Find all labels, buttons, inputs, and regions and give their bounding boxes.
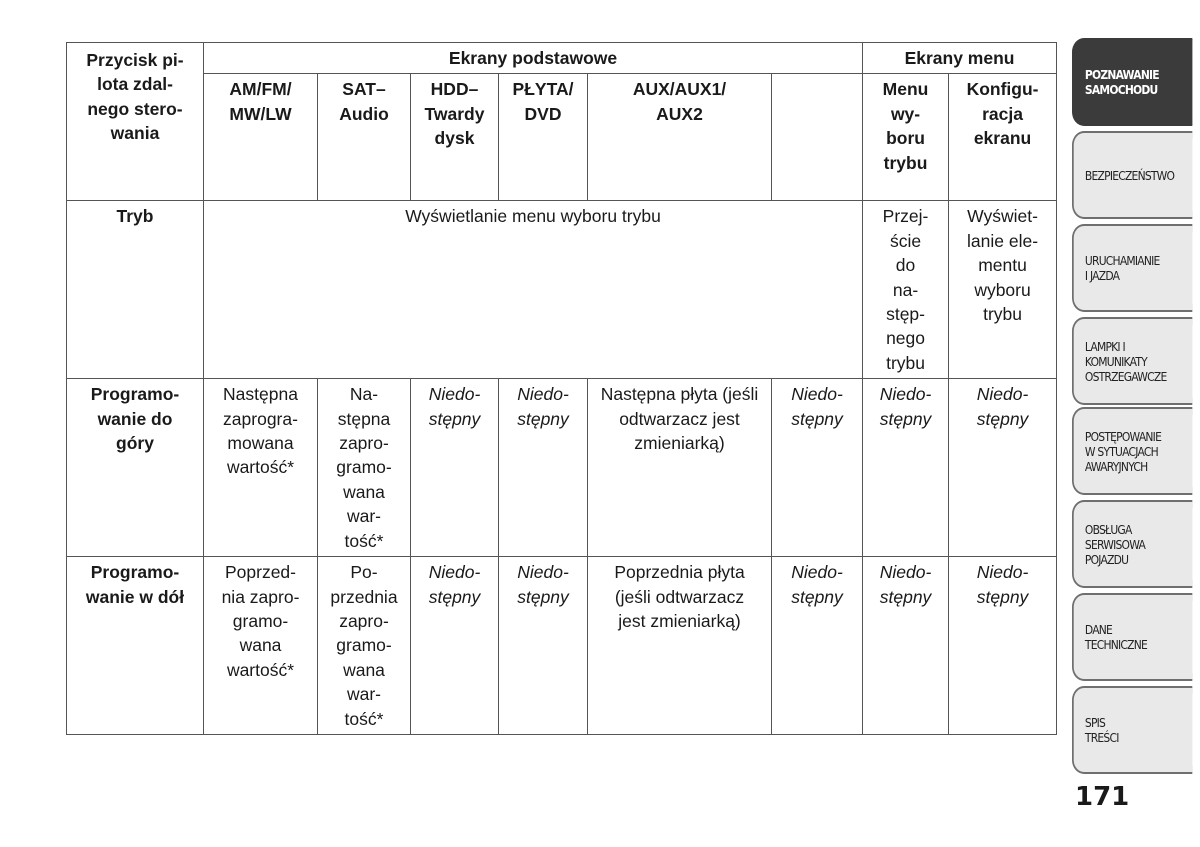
table-cell: Po- przednia zapro- gramo- wana war- tość* bbox=[318, 557, 411, 735]
tab-starting-driving[interactable]: URUCHAMIANIE I JAZDA bbox=[1072, 224, 1192, 312]
header-disc-dvd: PŁYTA/ DVD bbox=[499, 74, 588, 201]
header-empty bbox=[772, 74, 863, 201]
table-cell: Niedo- stępny bbox=[411, 557, 499, 735]
tab-getting-to-know[interactable]: POZNAWANIE SAMOCHODU bbox=[1072, 38, 1192, 126]
row-label-mode: Tryb bbox=[67, 201, 204, 379]
header-basic-screens: Ekrany podstawowe bbox=[204, 43, 863, 74]
table-cell: Niedo- stępny bbox=[411, 379, 499, 557]
table-cell: Niedo- stępny bbox=[499, 379, 588, 557]
row-label-program-up: Programo- wanie do góry bbox=[67, 379, 204, 557]
mode-basic-cell: Wyświetlanie menu wyboru trybu bbox=[204, 201, 863, 379]
table-cell: Niedo- stępny bbox=[949, 379, 1057, 557]
table-cell: Poprzednia płyta (jeśli odtwarzacz jest zmieniarką) bbox=[588, 557, 772, 735]
table-row bbox=[67, 379, 1057, 557]
tab-technical-data[interactable]: DANE TECHNICZNE bbox=[1072, 593, 1192, 681]
tab-safety[interactable]: BEZPIECZEŃSTWO bbox=[1072, 131, 1192, 219]
table-cell: Niedo- stępny bbox=[499, 557, 588, 735]
table-row bbox=[67, 201, 1057, 379]
header-menu-screens: Ekrany menu bbox=[863, 43, 1057, 74]
header-mode-menu: Menu wy- boru trybu bbox=[863, 74, 949, 201]
header-hdd: HDD– Twardy dysk bbox=[411, 74, 499, 201]
table-cell: Niedo- stępny bbox=[949, 557, 1057, 735]
header-screen-config: Konfigu- racja ekranu bbox=[949, 74, 1057, 201]
table-cell: Niedo- stępny bbox=[772, 379, 863, 557]
header-sat-audio: SAT– Audio bbox=[318, 74, 411, 201]
table-cell: Niedo- stępny bbox=[863, 379, 949, 557]
table-cell: Niedo- stępny bbox=[863, 557, 949, 735]
tab-contents[interactable]: SPIS TREŚCI bbox=[1072, 686, 1192, 774]
table-cell: Następna zaprogra- mowana wartość* bbox=[204, 379, 318, 557]
tab-maintenance[interactable]: OBSŁUGA SERWISOWA POJAZDU bbox=[1072, 500, 1192, 588]
tab-emergency[interactable]: POSTĘPOWANIE W SYTUACJACH AWARYJNYCH bbox=[1072, 407, 1192, 495]
table-cell: Na- stępna zapro- gramo- wana war- tość* bbox=[318, 379, 411, 557]
row-label-program-down: Programo- wanie w dół bbox=[67, 557, 204, 735]
table-cell: Niedo- stępny bbox=[772, 557, 863, 735]
header-row-groups bbox=[67, 43, 1057, 74]
tab-warning-lights[interactable]: LAMPKI I KOMUNIKATY OSTRZEGAWCZE bbox=[1072, 317, 1192, 405]
header-row-columns bbox=[67, 74, 1057, 201]
page-number: 171 bbox=[1075, 782, 1130, 812]
mode-config-cell: Wyświet- lanie ele- mentu wyboru trybu bbox=[949, 201, 1057, 379]
header-aux: AUX/AUX1/ AUX2 bbox=[588, 74, 772, 201]
table-row bbox=[67, 557, 1057, 735]
remote-control-table bbox=[66, 42, 1057, 735]
table-cell: Poprzed- nia zapro- gramo- wana wartość* bbox=[204, 557, 318, 735]
header-am-fm: AM/FM/ MW/LW bbox=[204, 74, 318, 201]
table-cell: Następna płyta (jeśli odtwarzacz jest zmieniarką) bbox=[588, 379, 772, 557]
header-remote-button: Przycisk pi- lota zdal- nego stero- wania bbox=[67, 43, 204, 201]
mode-menu-cell: Przej- ście do na- stęp- nego trybu bbox=[863, 201, 949, 379]
